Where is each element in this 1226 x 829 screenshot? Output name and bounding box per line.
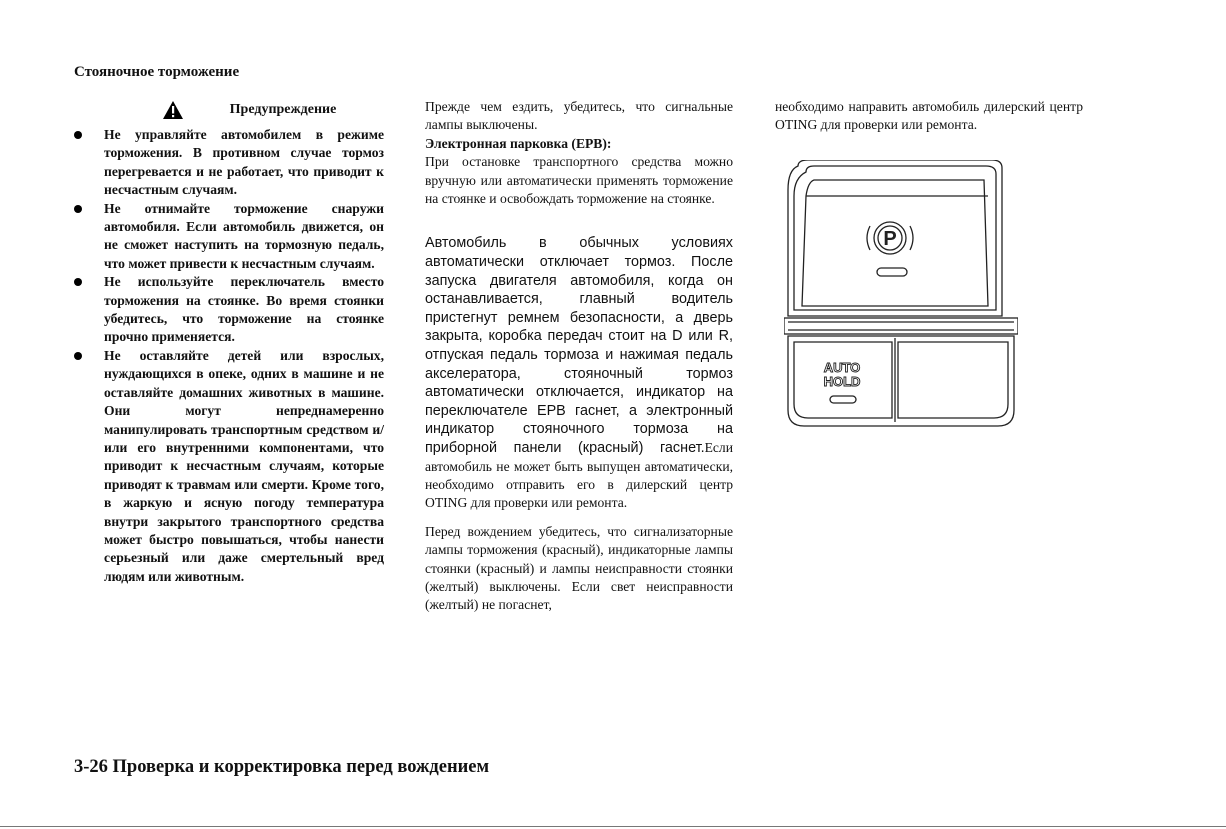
warning-list (74, 126, 384, 586)
paragraph-auto-release: Автомобиль в обычных условиях автоматически отключает тормоз. После запуска двигателя автомобиля, когда он останавливается, главный водитель пристегнут ремнем безопасности, а дверь закрыта, коробка передач стоит на D или R, отпуская педаль тормоза и нажимая педаль акселератора, стояночный тормоз автоматически отключается, индикатор на переключателе EPB гаснет, а электронный индикатор стояночного тормоза на приборной панели (красный) гаснет.Если автомобиль не может быть выпущен автоматически, необходимо отправить его в дилерский центр OTING для проверки или ремонта. (425, 235, 733, 511)
bullet-icon (74, 278, 82, 286)
bullet-icon (74, 352, 82, 360)
warning-item: Не управляйте автомобилем в режиме торможения. В противном случае тормоз перегревается и не работает, что приводит к несчастным случаям. (74, 126, 384, 200)
bottom-rule (0, 826, 1226, 827)
section-title: Стояночное торможение (74, 64, 240, 80)
warning-triangle-icon (162, 100, 184, 120)
right-column (775, 98, 1083, 135)
epb-heading: Электронная парковка (EPB): (425, 135, 612, 151)
paragraph-dealer: необходимо направить автомобиль дилерский центр OTING для проверки или ремонта. (775, 99, 1083, 133)
warning-item: Не отнимайте торможение снаружи автомобиля. Если автомобиль движется, он не сможет наступить на тормозную педаль, что может привести к несчастным случаям. (74, 200, 384, 274)
warning-column (74, 98, 384, 586)
paragraph-epb-intro: При остановке транспортного средства можно вручную или автоматически применять торможение на стоянке и освобождать торможение на стоянке. (425, 154, 733, 207)
paragraph-before-driving: Перед вождением убедитесь, что сигнализаторные лампы торможения (красный), индикаторные лампы стоянки (красный) и лампы неисправности стоянки (желтый) выключены. Если свет неисправности (желтый) не погаснет, (425, 523, 733, 613)
warning-header (74, 100, 384, 120)
paragraph-check-lamps: Прежде чем ездить, убедитесь, что сигнальные лампы выключены. (425, 99, 733, 133)
warning-item: Не используйте переключатель вместо торможения на стоянке. Во время стоянки убедитесь, что торможение на стоянке прочно применяется. (74, 273, 384, 347)
warning-item: Не оставляйте детей или взрослых, нуждающихся в опеке, одних в машине и не оставляйте домашних животных в машине. Они могут непреднамеренно манипулировать транспортным средством и/или его внутренними компонентами, что приводит к несчастным случаям, которые приводят к травмам или смерти. Кроме того, в жаркую и ясную погоду температура внутри закрытого транспортного средства может быстро повышаться, чтобы нанести серьезный или даже смертельный вред людям или животным. (74, 347, 384, 586)
warning-title: Предупреждение (229, 101, 337, 117)
middle-column (425, 98, 733, 615)
auto-hold-label-line2: HOLD (823, 374, 861, 389)
auto-hold-label-line1: AUTO (823, 360, 861, 375)
parking-symbol: P (883, 228, 897, 250)
page-footer: 3-26 Проверка и корректировка перед вождением (74, 757, 490, 777)
bullet-icon (74, 205, 82, 213)
epb-switch-illustration (784, 160, 1018, 432)
bullet-icon (74, 131, 82, 139)
